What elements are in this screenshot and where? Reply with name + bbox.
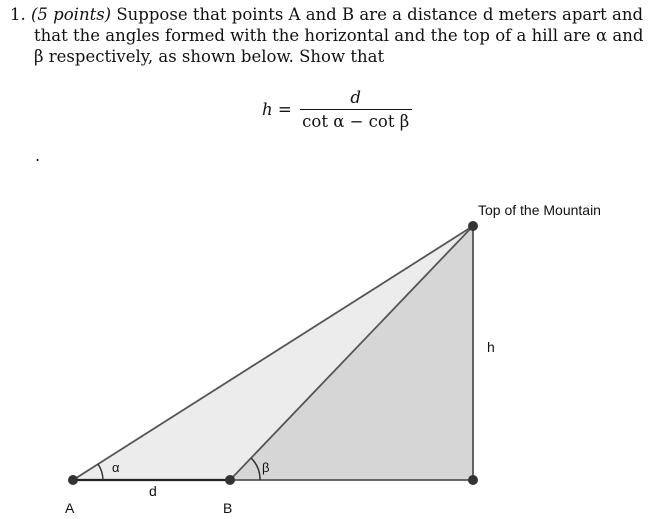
stray-mark: . [35, 146, 41, 165]
formula-numerator: d [350, 88, 361, 107]
formula-lhs: h = [262, 100, 292, 119]
problem-line-1-text: Suppose that points A and B are a distance d meters apart and [111, 5, 644, 24]
problem-line-3: β respectively, as shown below. Show that [34, 47, 385, 66]
point-b [225, 475, 235, 485]
problem-number: 1. [10, 5, 26, 24]
point-a-label: A [65, 500, 75, 516]
formula-denominator: cot α − cot β [302, 112, 410, 131]
point-top [468, 221, 478, 231]
distance-label: d [149, 483, 157, 499]
problem-points: (5 points) [31, 5, 112, 24]
top-label: Top of the Mountain [478, 202, 601, 218]
angle-alpha-label: α [112, 460, 120, 475]
problem-line-2: that the angles formed with the horizontal and the top of a hill are α and [34, 26, 644, 45]
angle-beta-label: β [262, 460, 270, 475]
point-b-label: B [223, 500, 233, 516]
point-a [68, 475, 78, 485]
point-foot [468, 475, 478, 485]
height-label: h [487, 339, 495, 355]
